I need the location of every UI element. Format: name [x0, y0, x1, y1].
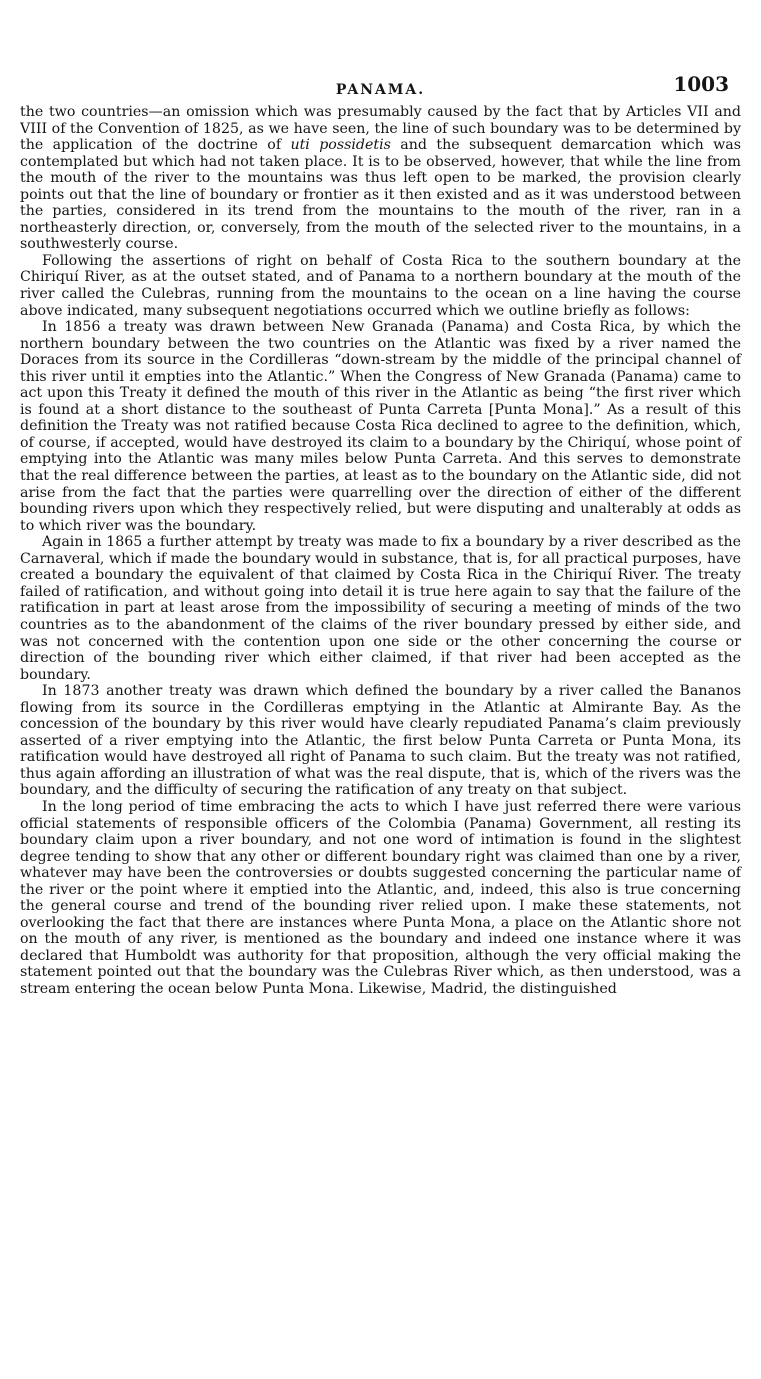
paragraph — [20, 104, 741, 253]
italic-text: uti possidetis — [290, 137, 391, 154]
text-segment: In 1856 a treaty was drawn between New Granada (Panama) and Costa Rica, by which the northern boundary between the two countries on the Atlantic was fixed by a river named the Doraces from its source in the Cordilleras “down-stream by the middle of the principal channel of this river until it empties into the Atlantic.” When the Congress of New Granada (Panama) came to act upon this Treaty it defined the mouth of this river in the Atlantic as being “the first river which is found at a short distance to the southeast of Punta Carreta [Punta Mona].” As a result of this definition the Treaty was not ratified because Costa Rica declined to agree to the definition, which, of course, if accepted, would have destroyed its claim to a boundary by the Chiriquí, whose point of emptying into the Atlantic was many miles below Punta Carreta. And this serves to demonstrate that the real difference between the parties, at least as to the boundary on the Atlantic side, did not arise from the fact that the parties were quarrelling over the direction of either of the different bounding rivers upon which they respectively relied, but were disputing and unalterably at odds as to which river was the boundary. — [20, 319, 741, 534]
paragraph — [20, 319, 741, 534]
page-number: 1003 — [673, 72, 729, 96]
body-text — [20, 104, 741, 998]
document-page — [20, 72, 741, 998]
text-segment: Again in 1865 a further attempt by treaty was made to fix a boundary by a river described as the Carnaveral, which if made the boundary would in substance, that is, for all practical purposes, have created a boundary the equivalent of that claimed by Costa Rica in the Chiriquí River. The treaty failed of ratification, and without going into detail it is true here again to say that the failure of the ratification in part at least arose from the impossibility of securing a meeting of minds of the two countries as to the abandonment of the claims of the river boundary pressed by either side, and was not concerned with the contention upon one side or the other concerning the course or direction of the bounding river which either claimed, if that river had been accepted as the boundary. — [20, 534, 741, 683]
paragraph — [20, 534, 741, 683]
paragraph — [20, 253, 741, 319]
text-segment: and the subsequent demarcation which was contemplated but which had not taken place. It is to be observed, however, that while the line from the mouth of the river to the mountains was thus left open to be marked, the provision clearly points out that the line of boundary or frontier as it then existed and as it was understood between the parties, considered in its trend from the mountains to the mouth of the river, ran in a northeasterly direction, or, conversely, from the mouth of the selected river to the mountains, in a southwesterly course. — [20, 137, 742, 253]
text-segment: the two countries—an omission which was presumably caused by the fact that by Articles VII and VIII of the Convention of 1825, as we have seen, the line of such boundary was to be determined by the application of the doctrine of — [20, 104, 741, 154]
paragraph — [20, 799, 741, 998]
page-header — [20, 72, 741, 104]
text-segment: In 1873 another treaty was drawn which defined the boundary by a river called the Bananos flowing from its source in the Cordilleras emptying in the Atlantic at Almirante Bay. As the concession of the boundary by this river would have clearly repudiated Panama’s claim previously asserted of a river emptying into the Atlantic, the first below Punta Carreta or Punta Mona, its ratification would have destroyed all right of Panama to such claim. But the treaty was not ratified, thus again affording an illustration of what was the real dispute, that is, which of the rivers was the boundary, and the difficulty of securing the ratification of any treaty on that subject. — [20, 683, 741, 799]
text-segment: Following the assertions of right on behalf of Costa Rica to the southern boundary at the Chiriquí River, as at the outset stated, and of Panama to a northern boundary at the mouth of the river called the Culebras, running from the mountains to the ocean on a line having the course above indicated, many subsequent negotiations occurred which we outline briefly as follows: — [20, 252, 741, 319]
text-segment: In the long period of time embracing the acts to which I have just referred there were various official statements of responsible officers of the Colombia (Panama) Government, all resting its boundary claim upon a river boundary, and not one word of intimation is found in the slightest degree tending to show that any other or different boundary right was claimed than one by a river, whatever may have been the controversies or doubts suggested concerning the particular name of the river or the point where it emptied into the Atlantic, and, indeed, this also is true concerning the general course and trend of the bounding river relied upon. I make these statements, not overlooking the fact that there are instances where Punta Mona, a place on the Atlantic shore not on the mouth of any river, is mentioned as the boundary and indeed one instance where it was declared that Humboldt was authority for that proposition, although the very official making the statement pointed out that the boundary was the Culebras River which, as then understood, was a stream entering the ocean below Punta Mona. Likewise, Madrid, the distinguished — [20, 798, 741, 997]
paragraph — [20, 683, 741, 799]
running-title: PANAMA. — [335, 82, 426, 98]
